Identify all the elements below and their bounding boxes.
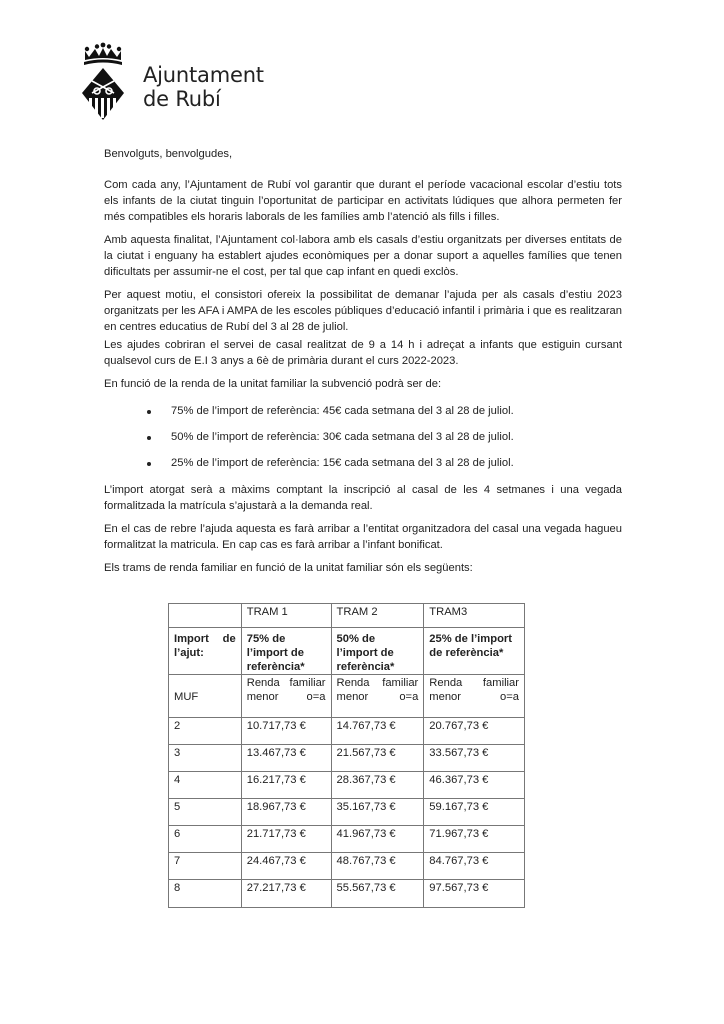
bullet-icon (147, 410, 151, 414)
tram1-cell: 24.467,73 € (241, 853, 331, 880)
table-row (169, 880, 525, 908)
coat-of-arms-icon (78, 40, 138, 125)
tram2-cell: 28.367,73 € (331, 772, 424, 799)
org-name (143, 63, 264, 111)
import-label: Import de l’ajut: (169, 628, 242, 675)
org-name-line1: Ajuntament (143, 63, 264, 87)
tram2-cell: 55.567,73 € (331, 880, 424, 908)
paragraph-purpose: Amb aquesta finalitat, l’Ajuntament col·labora amb els casals d’estiu organitzats per diverses entitats de la ciutat i enguany ha establert ajudes econòmiques per a donar suport a aquelles famílies que tenen dificultats per assumir-ne el cost, per tal que cap infant en quedi exclòs. (104, 234, 622, 278)
muf-cell: 6 (169, 826, 242, 853)
import-row (169, 628, 525, 675)
muf-cell: 2 (169, 718, 242, 745)
muf-value: Renda familiar menor o=a (241, 675, 331, 718)
table-row (169, 799, 525, 826)
tram1-cell: 21.717,73 € (241, 826, 331, 853)
table-header-cell: TRAM3 (424, 604, 525, 628)
paragraph-amount: L’import atorgat serà a màxims comptant la inscripció al casal de les 4 setmanes i una vegada formalitzada la matrícula s’ajustarà a la demanda real. (104, 484, 622, 512)
muf-value: Renda familiar menor o=a (424, 675, 525, 718)
tram3-cell: 20.767,73 € (424, 718, 525, 745)
tram3-cell: 59.167,73 € (424, 799, 525, 826)
paragraph-subsidy-intro: En funció de la renda de la unitat familiar la subvenció podrà ser de: (104, 378, 442, 390)
muf-label: MUF (169, 675, 242, 718)
tram1-cell: 10.717,73 € (241, 718, 331, 745)
import-value: 75% de l’import de referència* (241, 628, 331, 675)
muf-cell: 4 (169, 772, 242, 799)
muf-cell: 5 (169, 799, 242, 826)
paragraph-table-intro: Els trams de renda familiar en funció de la unitat familiar són els següents: (104, 562, 473, 574)
table-row (169, 853, 525, 880)
table-row (169, 826, 525, 853)
table-header-cell (169, 604, 242, 628)
tram1-cell: 13.467,73 € (241, 745, 331, 772)
tram3-cell: 33.567,73 € (424, 745, 525, 772)
tram1-cell: 16.217,73 € (241, 772, 331, 799)
import-value: 50% de l’import de referència* (331, 628, 424, 675)
paragraph-intro: Com cada any, l’Ajuntament de Rubí vol garantir que durant el període vacacional escolar d’estiu tots els infants de la ciutat tinguin l’oportunitat de participar en activitats lúdiques que alhora permeten fer més compatibles els horaris laborals de les famílies amb l’atenció als fills i filles. (104, 179, 622, 223)
tram3-cell: 71.967,73 € (424, 826, 525, 853)
org-name-line2: de Rubí (143, 87, 221, 111)
muf-cell: 3 (169, 745, 242, 772)
paragraph-motive: Per aquest motiu, el consistori ofereix la possibilitat de demanar l’ajuda per als casals d’estiu 2023 organitzats per les AFA i AMPA de les escoles públiques d’educació infantil i primària i que es realitzaran en centres educatius de Rubí del 3 al 28 de juliol. (104, 289, 622, 333)
greeting: Benvolguts, benvolgudes, (104, 148, 233, 160)
list-item-text: 75% de l’import de referència: 45€ cada setmana del 3 al 28 de juliol. (171, 405, 514, 417)
tram3-cell: 97.567,73 € (424, 880, 525, 908)
income-brackets-table (168, 603, 525, 908)
muf-value: Renda familiar menor o=a (331, 675, 424, 718)
table-header-row (169, 604, 525, 628)
tram2-cell: 35.167,73 € (331, 799, 424, 826)
list-item-text: 25% de l’import de referència: 15€ cada setmana del 3 al 28 de juliol. (171, 457, 514, 469)
muf-cell: 7 (169, 853, 242, 880)
muf-row (169, 675, 525, 718)
table-header-cell: TRAM 2 (331, 604, 424, 628)
muf-cell: 8 (169, 880, 242, 908)
table-row (169, 772, 525, 799)
bullet-icon (147, 462, 151, 466)
tram3-cell: 84.767,73 € (424, 853, 525, 880)
paragraph-payment: En el cas de rebre l’ajuda aquesta es farà arribar a l’entitat organitzadora del casal una vegada hagueu formalitzat la matricula. En cap cas es farà arribar a l’infant bonificat. (104, 523, 622, 551)
list-item-text: 50% de l’import de referència: 30€ cada setmana del 3 al 28 de juliol. (171, 431, 514, 443)
tram1-cell: 27.217,73 € (241, 880, 331, 908)
tram1-cell: 18.967,73 € (241, 799, 331, 826)
table-header-cell: TRAM 1 (241, 604, 331, 628)
tram2-cell: 14.767,73 € (331, 718, 424, 745)
tram2-cell: 41.967,73 € (331, 826, 424, 853)
bullet-icon (147, 436, 151, 440)
tram2-cell: 48.767,73 € (331, 853, 424, 880)
tram2-cell: 21.567,73 € (331, 745, 424, 772)
table-row (169, 745, 525, 772)
tram3-cell: 46.367,73 € (424, 772, 525, 799)
table-row (169, 718, 525, 745)
import-value: 25% de l’import de referència* (424, 628, 525, 675)
paragraph-coverage: Les ajudes cobriran el servei de casal realitzat de 9 a 14 h i adreçat a infants que estiguin cursant qualsevol curs de E.I 3 anys a 6è de primària durant el curs 2022-2023. (104, 339, 622, 367)
